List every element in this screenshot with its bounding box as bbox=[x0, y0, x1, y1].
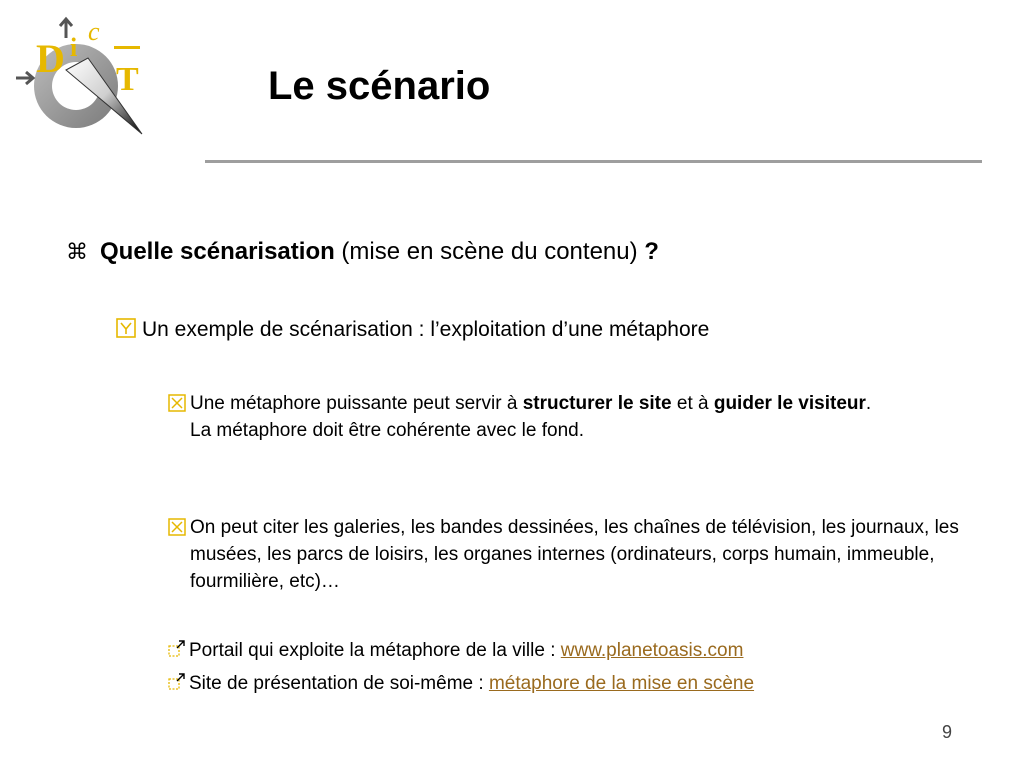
level3-item-examples bbox=[168, 514, 978, 595]
level1-question-mark: ? bbox=[644, 238, 659, 265]
svg-text:i: i bbox=[70, 33, 78, 62]
svg-text:T: T bbox=[116, 61, 139, 98]
level1-bold-text: Quelle scénarisation bbox=[100, 238, 335, 265]
level2-bullet bbox=[116, 318, 709, 342]
level1-text: (mise en scène du contenu) bbox=[334, 238, 645, 265]
level3-item-structure bbox=[168, 390, 978, 444]
link-item-planetoasis bbox=[168, 639, 743, 662]
command-bullet-icon: ⌘ bbox=[66, 239, 88, 264]
checkbox-x-bullet-icon bbox=[168, 518, 186, 536]
svg-text:D: D bbox=[36, 36, 65, 81]
slide-title: Le scénario bbox=[268, 64, 491, 108]
link-item-metaphore-text: Site de présentation de soi-même : bbox=[189, 673, 489, 694]
link-item-metaphore bbox=[168, 672, 754, 695]
checkbox-y-bullet-icon bbox=[116, 318, 136, 338]
arrow-box-bullet-icon bbox=[168, 672, 186, 690]
metaphore-mise-en-scene-link[interactable]: métaphore de la mise en scène bbox=[488, 673, 755, 694]
planetoasis-link[interactable]: www.planetoasis.com bbox=[560, 640, 744, 661]
level3-item-examples-text: On peut citer les galeries, les bandes dessinées, les chaînes de télévision, les journaux, les musées, les parcs de loisirs, les organes internes (ordinateurs, corps humain, immeuble, fourmilière, etc)… bbox=[190, 517, 959, 592]
page-number: 9 bbox=[942, 722, 953, 742]
svg-text:c: c bbox=[88, 17, 100, 46]
level1-bullet bbox=[66, 238, 659, 266]
checkbox-x-bullet-icon bbox=[168, 394, 186, 412]
level3-item-structure-text: Une métaphore puissante peut servir à structurer le site et à guider le visiteur. La métaphore doit être cohérente avec le fond. bbox=[190, 393, 872, 441]
title-divider bbox=[205, 160, 982, 163]
logo-icon bbox=[14, 14, 154, 142]
level2-text: Un exemple de scénarisation : l’exploitation d’une métaphore bbox=[142, 318, 710, 341]
arrow-box-bullet-icon bbox=[168, 639, 186, 657]
link-item-planetoasis-text: Portail qui exploite la métaphore de la ville : bbox=[189, 640, 561, 661]
